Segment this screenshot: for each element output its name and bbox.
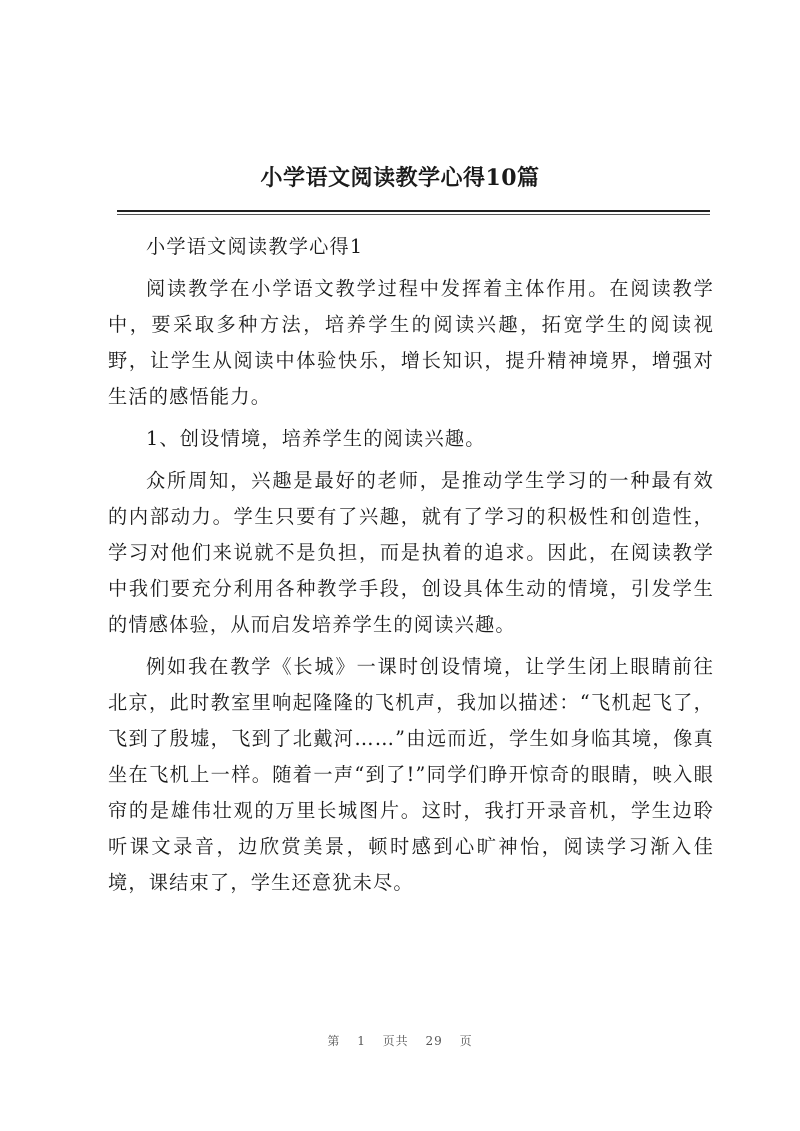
title-divider-thin bbox=[117, 214, 710, 215]
paragraph: 众所周知，兴趣是最好的老师，是推动学生学习的一种最有效的内部动力。学生只要有了兴趣，就有了学习的积极性和创造性，学习对他们来说就不是负担，而是执着的追求。因此，在阅读教学中我们要充分利用各种教学手段，创设具体生动的情境，引发学生的情感体验，从而启发培养学生的阅读兴趣。 bbox=[108, 469, 714, 636]
document-body bbox=[108, 229, 714, 901]
footer-middle: 页共 bbox=[382, 1034, 409, 1048]
paragraph: 例如我在教学《长城》一课时创设情境，让学生闭上眼睛前往北京，此时教室里响起隆隆的飞机声，我加以描述：“飞机起飞了，飞到了殷墟，飞到了北戴河……”由远而近，学生如身临其境，像真坐在飞机上一样。随着一声“到了!”同学们睁开惊奇的眼睛，映入眼帘的是雄伟壮观的万里长城图片。这时，我打开录音机，学生边聆听课文录音，边欣赏美景，顿时感到心旷神怡，阅读学习渐入佳境，课结束了，学生还意犹未尽。 bbox=[108, 655, 714, 894]
footer-current-page: 1 bbox=[357, 1034, 366, 1048]
title-divider bbox=[117, 210, 710, 212]
document-title: 小学语文阅读教学心得10篇 bbox=[260, 165, 540, 191]
footer-total-pages: 29 bbox=[425, 1034, 443, 1048]
page-footer bbox=[0, 1032, 800, 1049]
section-heading: 小学语文阅读教学心得1 bbox=[146, 235, 364, 258]
footer-prefix: 第 bbox=[327, 1034, 341, 1048]
paragraph-subheading: 1、创设情境，培养学生的阅读兴趣。 bbox=[146, 427, 486, 450]
footer-suffix: 页 bbox=[459, 1034, 473, 1048]
paragraph: 阅读教学在小学语文教学过程中发挥着主体作用。在阅读教学中，要采取多种方法，培养学生的阅读兴趣，拓宽学生的阅读视野，让学生从阅读中体验快乐，增长知识，提升精神境界，增强对生活的感悟能力。 bbox=[108, 277, 714, 408]
